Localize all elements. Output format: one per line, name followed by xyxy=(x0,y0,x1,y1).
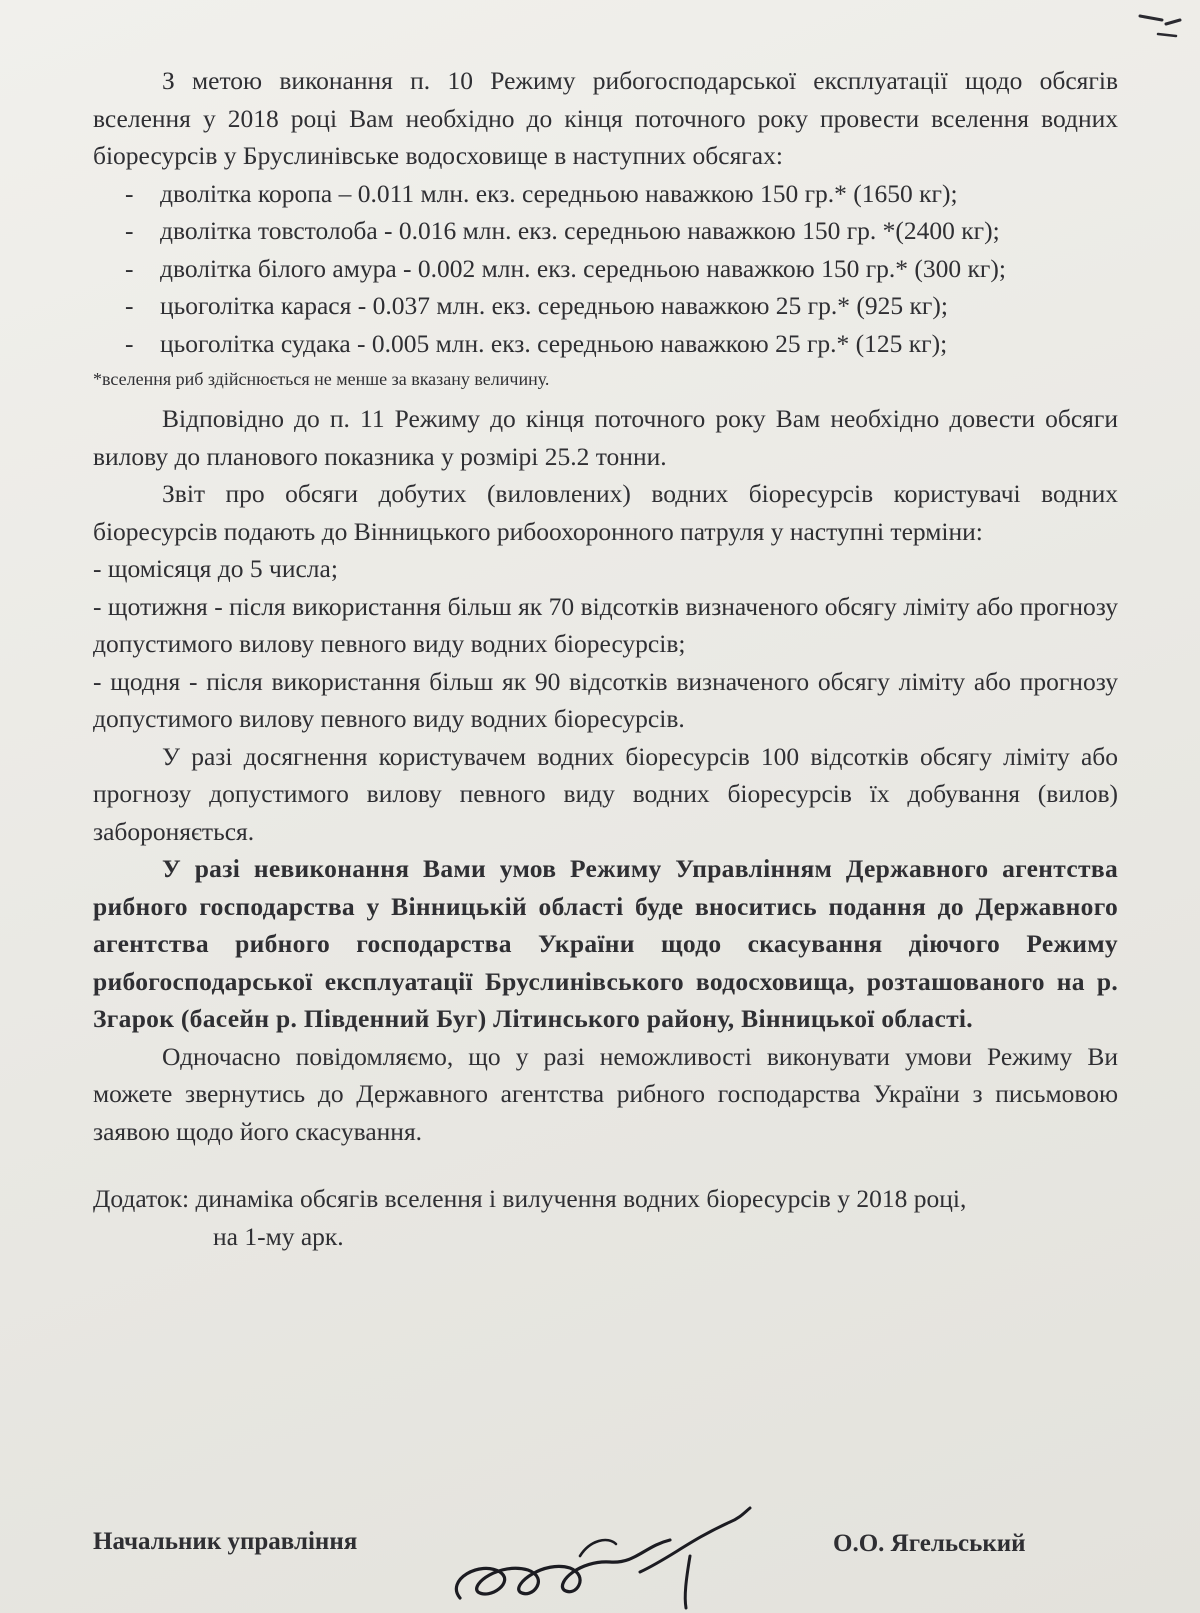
stocking-item: - цьоголітка судака - 0.005 млн. екз. середньою наважкою 25 гр.* (125 кг); xyxy=(93,325,1118,363)
paragraph-cancellation-option: Одночасно повідомляємо, що у разі неможливості виконувати умови Режиму Ви можете звернутись до Державного агентства рибного господарства України з письмовою заявою щодо його скасування. xyxy=(93,1041,1118,1146)
signatory-title: Начальник управління xyxy=(93,1528,358,1555)
list-dash: - xyxy=(125,253,134,283)
letter-body xyxy=(93,62,1118,1255)
handwritten-signature-icon xyxy=(440,1500,780,1613)
paragraph-report-intro: Звіт про обсяги добутих (виловлених) водних біоресурсів користувачі водних біоресурсів подають до Вінницького рибоохоронного патруля у наступні терміни: xyxy=(93,479,1118,546)
paragraph-limit-reached: У разі досягнення користувачем водних біоресурсів 100 відсотків обсягу ліміту або прогнозу допустимого вилову певного виду водних біоресурсів їх добування (вилов) забороняється. xyxy=(93,741,1118,846)
report-term-daily: - щодня - після використання більш як 90 відсотків визначеного обсягу ліміту або прогнозу допустимого вилову певного виду водних біоресурсів. xyxy=(93,666,1118,733)
paragraph-warning: У разі невиконання Вами умов Режиму Управлінням Державного агентства рибного господарства у Вінницькій області буде вноситись подання до Державного агентства рибного господарства України щодо скасування діючого Режиму рибогосподарської експлуатації Бруслинівського водосховища, розташованого на р. Згарок (басейн р. Південний Буг) Літинського району, Вінницької області. xyxy=(93,854,1118,1033)
stocking-item: - дволітка товстолоба - 0.016 млн. екз. середньою наважкою 150 гр. *(2400 кг); xyxy=(93,212,1118,250)
stocking-item: - дволітка білого амура - 0.002 млн. екз. середньою наважкою 150 гр.* (300 кг); xyxy=(93,250,1118,288)
list-dash: - xyxy=(125,178,134,208)
attachment-line: Додаток: динаміка обсягів вселення і вилучення водних біоресурсів у 2018 році, xyxy=(93,1184,967,1213)
stocking-item: - дволітка коропа – 0.011 млн. екз. середньою наважкою 150 гр.* (1650 кг); xyxy=(93,175,1118,213)
paragraph-catch-target: Відповідно до п. 11 Режиму до кінця поточного року Вам необхідно довести обсяги вилову до планового показника у розмірі 25.2 тонни. xyxy=(93,404,1118,471)
signatory-name: О.О. Ягельський xyxy=(833,1530,1026,1557)
stocking-item: - цьоголітка карася - 0.037 млн. екз. середньою наважкою 25 гр.* (925 кг); xyxy=(93,287,1118,325)
attachment-line-continued: на 1-му арк. xyxy=(213,1221,344,1251)
report-term-weekly: - щотижня - після використання більш як 70 відсотків визначеного обсягу ліміту або прогнозу допустимого вилову певного виду водних біоресурсів; xyxy=(93,591,1118,658)
paragraph-stocking-intro: З метою виконання п. 10 Режиму рибогосподарської експлуатації щодо обсягів вселення у 2018 році Вам необхідно до кінця поточного року провести вселення водних біоресурсів у Бруслинівське водосховище в наступних обсягах: xyxy=(93,66,1118,170)
list-dash: - xyxy=(125,328,134,358)
stocking-list xyxy=(93,175,1118,363)
corner-pen-marks-icon xyxy=(1092,8,1182,38)
report-term-monthly: - щомісяця до 5 числа; xyxy=(93,554,338,583)
list-dash: - xyxy=(125,216,134,245)
list-dash: - xyxy=(125,291,134,320)
footnote: *вселення риб здійснюється не менше за вказану величину. xyxy=(93,369,550,389)
